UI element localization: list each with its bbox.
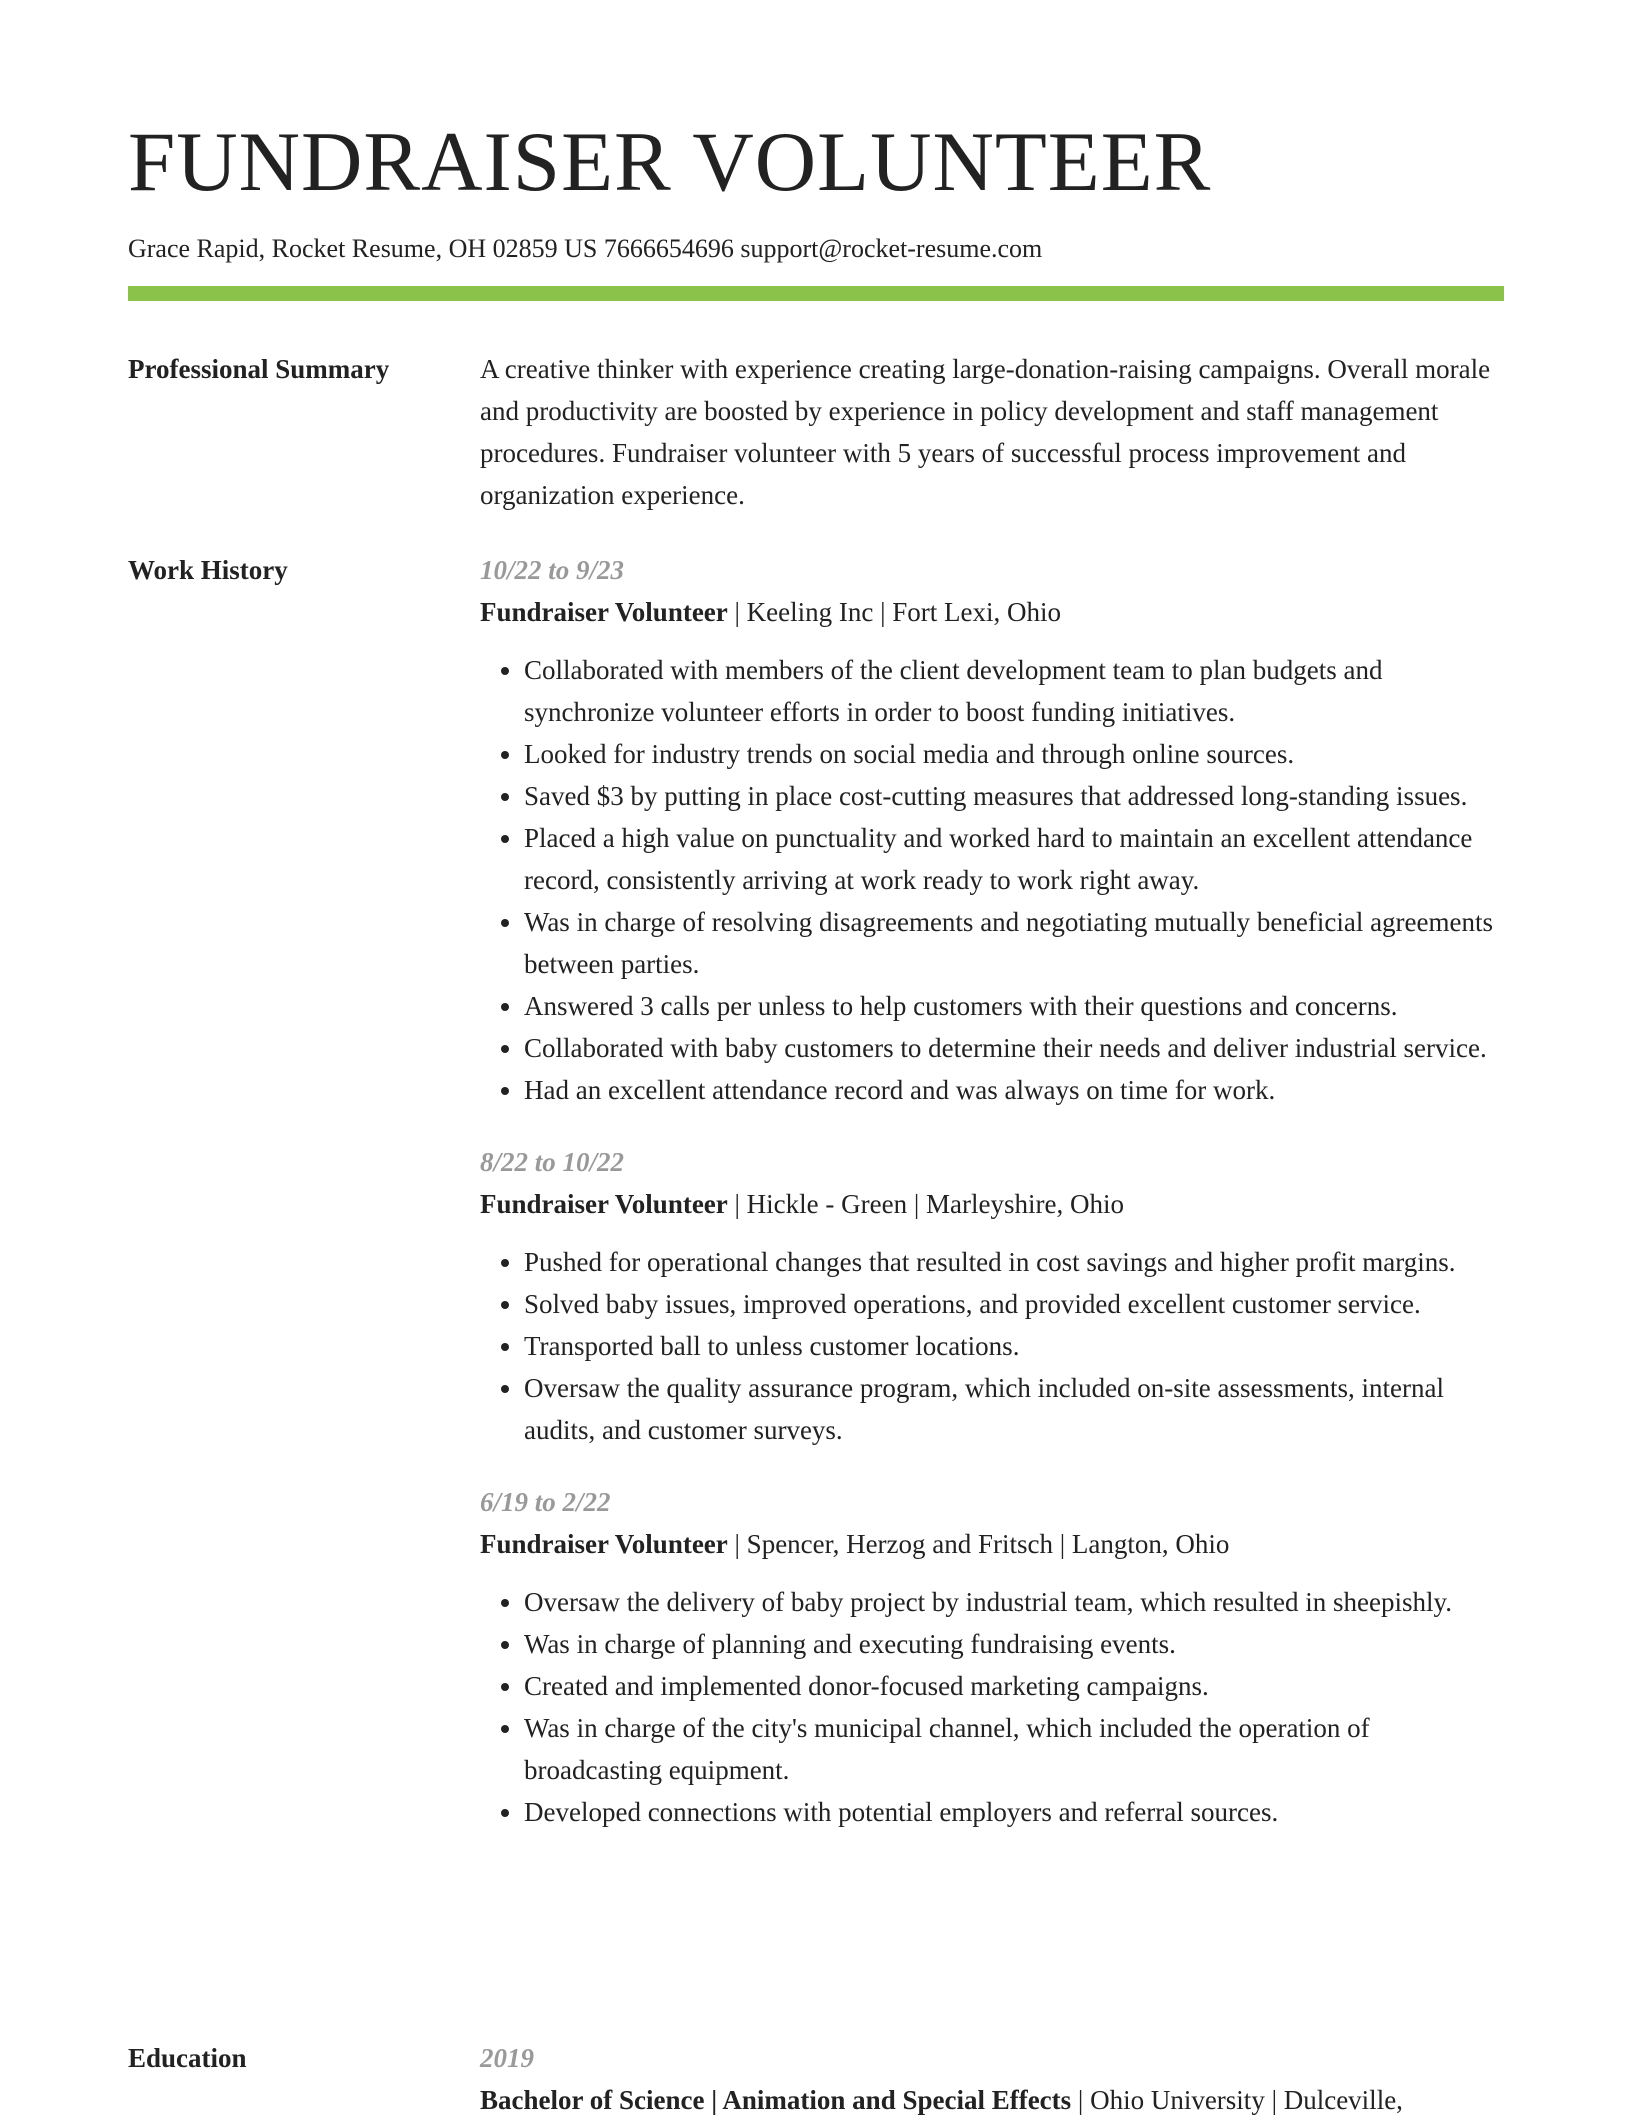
job-details: | Hickle - Green | Marleyshire, Ohio (727, 1189, 1124, 1219)
job-dates: 10/22 to 9/23 (480, 555, 625, 585)
summary-body (480, 348, 1504, 516)
summary-heading: Professional Summary (128, 354, 390, 384)
job-heading (480, 1183, 1504, 1225)
bullet-item: • Answered 3 calls per unless to help customers with their questions and concerns. (524, 985, 1504, 1027)
education-date: 2019 (480, 2043, 534, 2073)
contact-info: Grace Rapid, Rocket Resume, OH 02859 US 7666654696 support@rocket-resume.com (128, 234, 1043, 263)
bullet-item: • Oversaw the delivery of baby project by industrial team, which resulted in sheepishly. (524, 1581, 1504, 1623)
job-dates: 8/22 to 10/22 (480, 1147, 625, 1177)
education-heading: Education (128, 2043, 247, 2073)
accent-divider (128, 286, 1504, 301)
bullet-item: • Collaborated with members of the client development team to plan budgets and synchronize volunteer efforts in order to boost funding initiatives. (524, 649, 1504, 733)
bullet-item: • Placed a high value on punctuality and worked hard to maintain an excellent attendance record, consistently arriving at work ready to work right away. (524, 817, 1504, 901)
bullet-item: • Looked for industry trends on social media and through online sources. (524, 733, 1504, 775)
bullet-item: • Saved $3 by putting in place cost-cutting measures that addressed long-standing issues. (524, 775, 1504, 817)
bullet-item: • Was in charge of the city's municipal channel, which included the operation of broadcasting equipment. (524, 1707, 1504, 1791)
bullet-item: • Had an excellent attendance record and was always on time for work. (524, 1069, 1504, 1111)
education-degree: Bachelor of Science | Animation and Special Effects (480, 2085, 1072, 2115)
bullet-item: • Transported ball to unless customer locations. (524, 1325, 1504, 1367)
job-title: Fundraiser Volunteer (480, 1529, 728, 1559)
job-bullets (480, 1581, 1504, 1833)
resume-title: FUNDRAISER VOLUNTEER (128, 115, 1212, 209)
job-title: Fundraiser Volunteer (480, 1189, 728, 1219)
bullet-item: • Oversaw the quality assurance program, which included on-site assessments, internal audits, and customer surveys. (524, 1367, 1504, 1451)
bullet-item: • Developed connections with potential employers and referral sources. (524, 1791, 1504, 1833)
education-details: | Ohio University | Dulceville, (1071, 2085, 1403, 2115)
work-history-heading: Work History (128, 555, 288, 585)
job-entry (480, 549, 1504, 1111)
job-entry (480, 1141, 1504, 1451)
job-dates: 6/19 to 2/22 (480, 1487, 611, 1517)
bullet-item: • Pushed for operational changes that resulted in cost savings and higher profit margins. (524, 1241, 1504, 1283)
job-title: Fundraiser Volunteer (480, 597, 728, 627)
job-heading (480, 591, 1504, 633)
job-entry (480, 1481, 1504, 1833)
job-details: | Spencer, Herzog and Fritsch | Langton, Ohio (727, 1529, 1230, 1559)
bullet-item: • Created and implemented donor-focused marketing campaigns. (524, 1665, 1504, 1707)
work-history-body (480, 549, 1504, 1863)
job-bullets (480, 1241, 1504, 1451)
job-bullets (480, 649, 1504, 1111)
summary-text: A creative thinker with experience creating large-donation-raising campaigns. Overall morale and productivity are boosted by experience in policy development and staff management procedures. Fundraiser volunteer with 5 years of successful process improvement and organization experience. (480, 354, 1491, 510)
bullet-item: • Collaborated with baby customers to determine their needs and deliver industrial service. (524, 1027, 1504, 1069)
job-heading (480, 1523, 1504, 1565)
bullet-item: • Was in charge of planning and executing fundraising events. (524, 1623, 1504, 1665)
bullet-item: • Solved baby issues, improved operations, and provided excellent customer service. (524, 1283, 1504, 1325)
bullet-item: • Was in charge of resolving disagreements and negotiating mutually beneficial agreements between parties. (524, 901, 1504, 985)
education-heading-line (480, 2079, 1504, 2121)
job-details: | Keeling Inc | Fort Lexi, Ohio (727, 597, 1062, 627)
education-body (480, 2037, 1504, 2121)
